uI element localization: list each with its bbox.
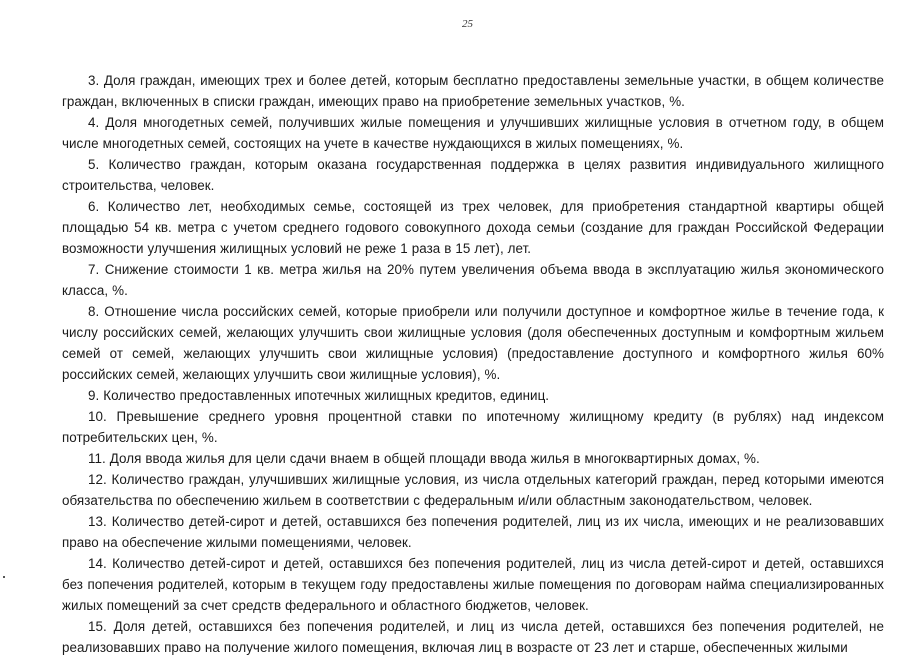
paragraph-14: 14. Количество детей-сирот и детей, оставшихся без попечения родителей, лиц из числа детей-сирот и детей, оставшихся без попечения родителей, которым в текущем году предоставлены жилые помещения по договорам найма специализированных жилых помещений за счет средств федерального и областного бюджетов, человек. <box>62 556 884 613</box>
paragraph-3: 3. Доля граждан, имеющих трех и более детей, которым бесплатно предоставлены земельные участки, в общем количестве граждан, включенных в списки граждан, имеющих право на приобретение земельных участков, %. <box>62 73 884 109</box>
page-number: 25 <box>462 18 473 30</box>
paragraph-13: 13. Количество детей-сирот и детей, оставшихся без попечения родителей, лиц из их числа, имеющих и не реализовавших право на обеспечение жилыми помещениями, человек. <box>62 514 884 550</box>
paragraph-9: 9. Количество предоставленных ипотечных жилищных кредитов, единиц. <box>88 388 550 403</box>
paragraph-4: 4. Доля многодетных семей, получивших жилые помещения и улучшивших жилищные условия в отчетном году, в общем числе многодетных семей, состоящих на учете в качестве нуждающихся в жилых помещениях, %. <box>62 115 884 151</box>
paragraph-15: 15. Доля детей, оставшихся без попечения родителей, и лиц из числа детей, оставшихся без попечения родителей, не реализовавших право на получение жилого помещения, включая лиц в возрасте от 23 лет и старше, обеспеченных жилыми <box>62 619 884 655</box>
paragraph-8: 8. Отношение числа российских семей, которые приобрели или получили доступное и комфортное жилье в течение года, к числу российских семей, желающих улучшить свои жилищные условия (доля обеспеченных доступным и комфортным жильем семей от семей, желающих улучшить свои жилищные условия) (предоставление доступного и комфортного жилья 60% российских семей, желающих улучшить свои жилищные условия), %. <box>62 304 884 382</box>
paragraph-11: 11. Доля ввода жилья для цели сдачи внаем в общей площади ввода жилья в многоквартирных домах, %. <box>88 451 760 466</box>
scan-artifact <box>3 576 5 578</box>
document-body <box>62 70 884 658</box>
paragraph-6: 6. Количество лет, необходимых семье, состоящей из трех человек, для приобретения стандартной квартиры общей площадью 54 кв. метра с учетом среднего годового совокупного дохода семьи (создание для граждан Российской Федерации возможности улучшения жилищных условий не реже 1 раза в 15 лет), лет. <box>62 199 884 256</box>
paragraph-12: 12. Количество граждан, улучшивших жилищные условия, из числа отдельных категорий граждан, перед которыми имеются обязательства по обеспечению жильем в соответствии с федеральным и/или областным законодательством, человек. <box>62 472 884 508</box>
paragraph-5: 5. Количество граждан, которым оказана государственная поддержка в целях развития индивидуального жилищного строительства, человек. <box>62 157 884 193</box>
paragraph-10: 10. Превышение среднего уровня процентной ставки по ипотечному жилищному кредиту (в рублях) над индексом потребительских цен, %. <box>62 409 884 445</box>
paragraph-7: 7. Снижение стоимости 1 кв. метра жилья на 20% путем увеличения объема ввода в эксплуатацию жилья экономического класса, %. <box>62 262 884 298</box>
